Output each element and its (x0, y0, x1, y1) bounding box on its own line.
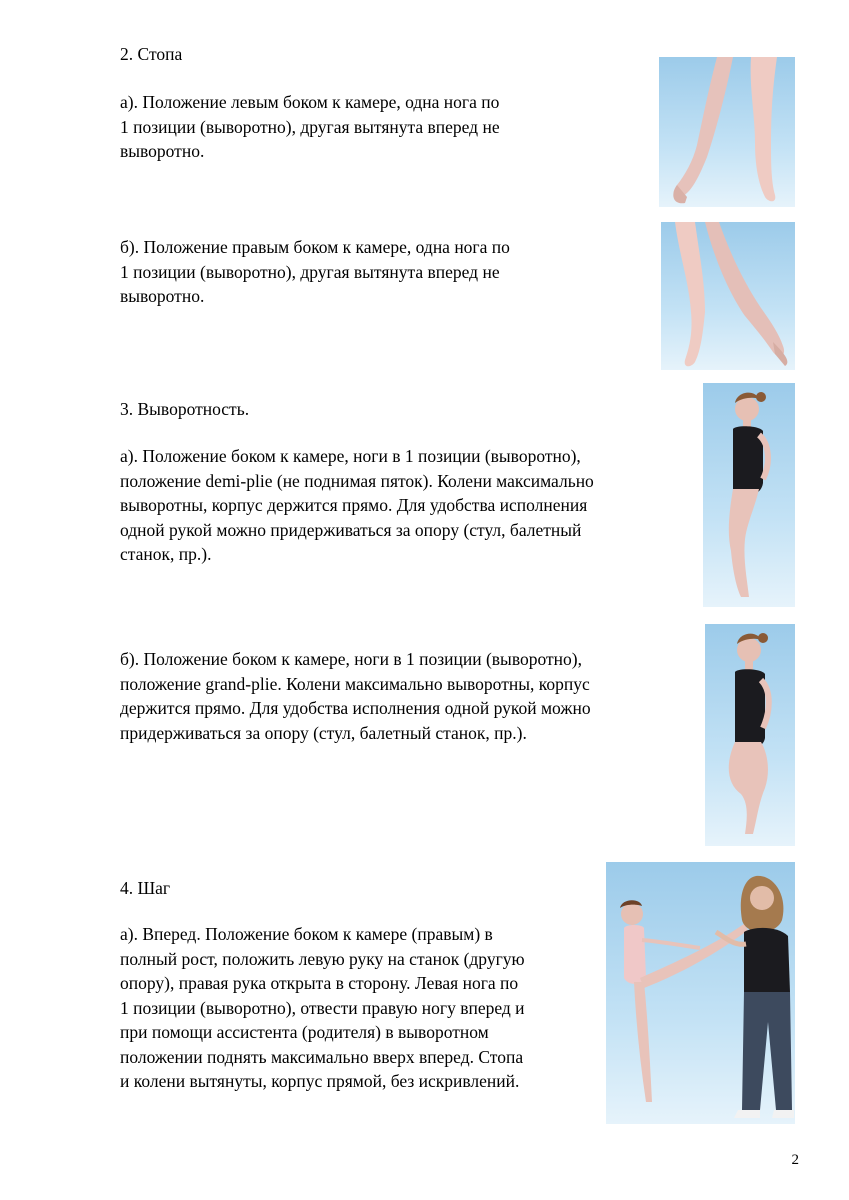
photo-foot-left-side (659, 57, 795, 207)
turnout-paragraph-b: б). Положение боком к камере, ноги в 1 позиции (выворотно), положение grand-plie. Колени максимально выворотны, корпус держится прямо. Для удобства исполнения одной рукой можно придерживаться за опору (стул, балетный станок, пр.). (120, 649, 591, 743)
foot-paragraph-b: б). Положение правым боком к камере, одна нога по 1 позиции (выворотно), другая вытянута вперед не выворотно. (120, 237, 510, 306)
step-paragraph-a: а). Вперед. Положение боком к камере (правым) в полный рост, положить левую руку на станок (другую опору), правая рука открыта в сторону. Левая нога по 1 позиции (выворотно), отвести правую ногу вперед и при помощи ассистента (родителя) в выворотном положении поднять максимально вверх вперед. Стопа и колени вытянуты, корпус прямой, без искривлений. (120, 924, 525, 1091)
page-number: 2 (791, 1152, 799, 1168)
photo-turnout-demi-plie (703, 383, 795, 607)
section-heading-foot: 2. Стопа (120, 44, 183, 64)
photo-turnout-grand-plie (705, 624, 795, 846)
section-heading-step: 4. Шаг (120, 878, 171, 898)
photo-step-forward-assistant (606, 862, 795, 1124)
turnout-paragraph-a: а). Положение боком к камере, ноги в 1 позиции (выворотно), положение demi-plie (не поднимая пяток). Колени максимально выворотны, корпус держится прямо. Для удобства исполнения одной рукой можно придерживаться за опору (стул, балетный станок, пр.). (120, 446, 594, 564)
photo-foot-right-side (661, 222, 795, 370)
section-heading-turnout: 3. Выворотность. (120, 399, 250, 419)
foot-paragraph-a: а). Положение левым боком к камере, одна нога по 1 позиции (выворотно), другая вытянута вперед не выворотно. (120, 92, 500, 161)
